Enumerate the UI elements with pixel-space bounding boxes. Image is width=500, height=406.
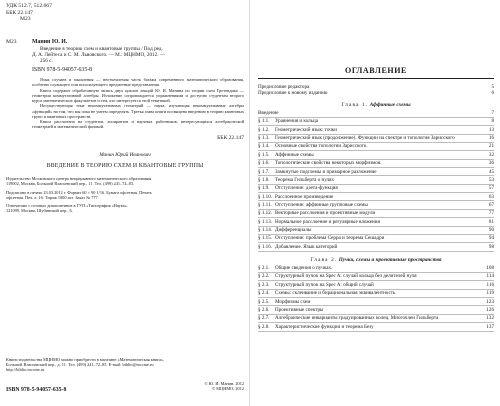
toc-entry[interactable] xyxy=(258,210,494,218)
toc-entry[interactable] xyxy=(258,201,494,209)
toc-entry-title: Предисловие к новому изданию xyxy=(258,90,328,97)
toc-entry[interactable] xyxy=(258,315,494,323)
title-rule xyxy=(258,78,494,79)
author-name: Манин Ю. И. xyxy=(32,39,68,46)
section-number: § 1.14. xyxy=(258,227,273,234)
chapter-2-sections xyxy=(258,265,494,332)
annotation-paragraph: Книга содержит обработанную запись двух циклов лекций Ю. И. Манина по теории схем Гротендика — геометрии коммутативной алгебры. Изложение сопровождается упражнениями и доступно студентам второго курса математических факультетов и тем, кто интересуется этой тематикой. xyxy=(32,87,244,104)
isbn: ISBN 978-5-94057-635-8 xyxy=(32,67,93,74)
chapter-name: Пучки, схемы и проективные пространства xyxy=(338,256,442,263)
section-number: § 2.2. xyxy=(258,273,270,280)
toc-entry-page: 77 xyxy=(488,210,494,217)
udc-code: УДК 512.7, 512.667 xyxy=(6,3,52,9)
section-number: § 1.1. xyxy=(258,118,270,125)
toc-entry-page: 81 xyxy=(488,218,494,225)
toc-entry-page: 16 xyxy=(488,135,494,142)
section-number: § 2.1. xyxy=(258,265,270,272)
toc-entry-title: Топологические свойства некоторых морфизмов. xyxy=(275,160,382,167)
front-matter-list xyxy=(258,84,494,97)
chapter-1-sections xyxy=(258,118,494,252)
chapter-1-heading xyxy=(258,102,494,108)
toc-entry-title: Теорема Гильберта о нулях xyxy=(275,176,334,183)
toc-entry-title: Общие сведения о пучках. xyxy=(275,265,333,272)
toc-entry-title: Добавление. Язык категорий xyxy=(275,243,338,250)
section-number: § 2.5. xyxy=(258,298,270,305)
imprint-line: офсетная. Печ. л. 16. Тираж 1000 экз. Заказ № 777 xyxy=(6,194,98,200)
toc-entry[interactable] xyxy=(258,298,494,306)
toc-entry[interactable] xyxy=(258,118,494,126)
toc-entry[interactable] xyxy=(258,193,494,201)
toc-entry-page: 45 xyxy=(488,168,494,175)
bookstore-info xyxy=(6,357,244,394)
toc-entry-page: 137 xyxy=(486,323,494,330)
isbn-bottom: ISBN 978-5-94057-635-8 xyxy=(6,386,67,393)
toc-entry-title: Геометрический язык (продолжение). Функции на спектре и топология Зарисского xyxy=(275,135,455,142)
contents-page xyxy=(250,0,500,406)
toc-entry-page: 5 xyxy=(491,83,494,90)
publisher-imprint xyxy=(6,176,244,213)
author-full-name: Манин Юрий Иванович xyxy=(99,152,151,159)
toc-entry[interactable] xyxy=(258,135,494,143)
section-number: § 1.11. xyxy=(258,201,272,208)
bib-line: Введение в теорию схем и квантовые группы / Под ред. xyxy=(40,45,163,52)
toc-entry-title: Уравнения и кольца xyxy=(275,118,318,125)
toc-entry-title: Отступление: проблема Серра и теорема Сешадри xyxy=(275,235,385,242)
section-number: § 1.3. xyxy=(258,135,270,142)
toc-entry-title: Характеристические функции и теорема Безу xyxy=(275,323,374,330)
toc-entry-page: 7 xyxy=(491,110,494,117)
toc-entry-page: 90 xyxy=(488,227,494,234)
toc-entry-title: Аффинные схемы xyxy=(275,151,314,158)
section-number: § 2.3. xyxy=(258,281,270,288)
imprint-line: 119002, Москва, Большой Власьевский пер., 11. Тел. (499) 241–74–83. xyxy=(6,181,135,187)
imprint-line: 121099, Москва, Шубинский пер., 6. xyxy=(6,208,73,214)
toc-entry[interactable] xyxy=(258,306,494,314)
toc-entry-page: 126 xyxy=(486,306,494,313)
section-number: § 1.8. xyxy=(258,176,270,183)
toc-entry-title: Проективные спектры xyxy=(275,306,324,313)
copyright-line: © Ю. И. Манин, 2012 xyxy=(204,380,244,386)
toc-entry-page: 57 xyxy=(488,185,494,192)
toc-entry-title: Векторные расслоения и проективные модули xyxy=(275,210,376,217)
section-number: § 1.12. xyxy=(258,210,273,217)
toc-entry[interactable] xyxy=(258,126,494,134)
toc-entry-page: 67 xyxy=(488,201,494,208)
toc-entry[interactable] xyxy=(258,176,494,184)
bbk-code: ББК 22.147 xyxy=(6,9,33,16)
copyright xyxy=(204,381,244,394)
toc-entry-page: 53 xyxy=(488,176,494,183)
section-number: § 2.6. xyxy=(258,306,270,313)
toc-entry-page: 123 xyxy=(486,298,494,305)
toc-entry-page: 6 xyxy=(491,90,494,97)
toc-entry[interactable] xyxy=(258,243,494,251)
toc-entry[interactable] xyxy=(258,273,494,281)
toc-entry-title: Расслоенное произведение xyxy=(275,193,334,200)
section-number: § 2.7. xyxy=(258,315,270,322)
toc-entry[interactable] xyxy=(258,185,494,193)
toc-entry[interactable] xyxy=(258,218,494,226)
section-number: § 2.8. xyxy=(258,323,270,330)
toc-entry-page: 63 xyxy=(488,193,494,200)
toc-entry-title: Схемы: склеивание и бирациональная эквивалентность xyxy=(275,290,396,297)
toc-entry-page: 21 xyxy=(488,143,494,150)
toc-entry-page: 119 xyxy=(486,290,494,297)
chapter-label: Глава 1. xyxy=(341,101,369,108)
bookstore-line: Большой Власьевский пер., д. 11. Тел. (499) 241–72–85. E-mail: biblio@mccme.ru xyxy=(6,362,154,368)
section-number: § 1.7. xyxy=(258,168,270,175)
toc-entry-page: 94 xyxy=(488,235,494,242)
chapter-label: Глава 2. xyxy=(310,256,338,263)
bibliographic-record xyxy=(6,39,244,129)
toc-entry[interactable] xyxy=(258,235,494,243)
toc-entry[interactable] xyxy=(258,227,494,235)
toc-entry[interactable] xyxy=(258,151,494,159)
section-number: § 1.4. xyxy=(258,143,270,150)
toc-entry-title: Основные свойства топологии Зарисского. xyxy=(275,143,368,150)
toc-entry-title: Дифференциалы xyxy=(275,227,312,234)
imprint-line: Отпечатано с готовых диапозитивов в ГУП «Типография «Наука». xyxy=(6,202,128,208)
toc-entry[interactable] xyxy=(258,323,494,331)
toc-entry[interactable] xyxy=(258,160,494,168)
chapter-2-heading xyxy=(258,257,494,263)
section-number: § 1.5. xyxy=(258,151,270,158)
toc-entry-page: 116 xyxy=(486,281,494,288)
bib-line: Д. А. Лейтеса и С. М. Львовского. — М.: МЦНМО, 2012. — xyxy=(32,52,166,59)
annotation-paragraph: Книга рассчитана на студентов, аспирантов и научных работников, интересующихся алгебраической геометрией и математической физикой. xyxy=(32,119,244,130)
toc-entry-page: 36 xyxy=(488,160,494,167)
toc-entry-title: Отступление: дзета-функция xyxy=(275,185,338,192)
toc-entry-title: Структурный пучок на Spec A: общий случай xyxy=(275,281,374,288)
annotation-paragraph: Язык случаев и мышления — неотъемлемая часть багажа современного математического образования, особенно служащего или использующего предметные представления. xyxy=(32,77,244,88)
book-title: ВВЕДЕНИЕ В ТЕОРИЮ СХЕМ И КВАНТОВЫЕ ГРУППЫ xyxy=(46,163,204,170)
toc-entry-title: Введение xyxy=(258,110,279,117)
copyright-line: © МЦНМО, 2012 xyxy=(211,385,244,391)
bookstore-line: http://biblio.mccme.ru xyxy=(6,367,45,373)
toc-entry-title: Предисловие редактора xyxy=(258,83,310,90)
toc-entry-title: Отступление: аффинные групповые схемы xyxy=(275,201,368,208)
toc-entry[interactable] xyxy=(258,281,494,289)
bbk-code-bottom: ББК 22.147 xyxy=(217,135,244,142)
section-number: § 1.15. xyxy=(258,235,273,242)
bookstore-line: Книги издательства МЦНМО можно приобрести в магазине «Математическая книга», xyxy=(6,357,165,362)
toc-entry-page: 8 xyxy=(491,118,494,125)
imprint-line: Подписано в печать 23.03.2012 г. Формат 60 × 90 1/16. Бумага офсетная. Печать xyxy=(6,189,152,195)
toc-entry-title: Морфизмы схем xyxy=(275,298,311,305)
toc-entry-page: 32 xyxy=(488,151,494,158)
section-number: § 1.9. xyxy=(258,185,270,192)
imprint-line: Издательство Московского центра непрерывного математического образования xyxy=(6,176,152,182)
author-mark: М23 xyxy=(20,16,31,23)
toc-entry-page: 13 xyxy=(488,126,494,133)
toc-entry-title: Замкнутые подсхемы и примарное разложение xyxy=(275,168,377,175)
section-number: § 1.2. xyxy=(258,126,270,133)
chapter-name: Аффинные схемы xyxy=(369,101,411,108)
contents-title: ОГЛАВЛЕНИЕ xyxy=(345,66,407,75)
toc-entry[interactable] xyxy=(258,90,494,96)
toc-entry[interactable] xyxy=(258,265,494,273)
annotation-paragraph: Несуществующая тема некоммутативных геометрий — наука, изучающая некоммутативные алгебры «функций» на том, что мы пока не умеем определять. Третья глава книги посвящена введению в теорию квантовых групп и квантовых пространств. xyxy=(32,103,244,119)
classification-codes xyxy=(6,3,244,23)
section-number: § 1.13. xyxy=(258,218,273,225)
toc-entry-title: Алгебраические инварианты градуированных колец. Многочлен Гильберта xyxy=(275,315,439,322)
toc-entry[interactable] xyxy=(258,168,494,176)
section-number: § 2.4. xyxy=(258,290,270,297)
toc-entry-page: 132 xyxy=(486,315,494,322)
toc-entry-title: Структурный пучок на Spec A: случай кольца без делителей нуля xyxy=(275,273,417,280)
cutter-code: М23 xyxy=(6,39,17,46)
toc-entry-title: Нормальное расслоение и регулярные вложения xyxy=(275,218,380,225)
section-number: § 1.6. xyxy=(258,160,270,167)
toc-entry[interactable] xyxy=(258,143,494,151)
section-number: § 1.16. xyxy=(258,243,273,250)
section-number: § 1.10. xyxy=(258,193,273,200)
toc-entry-title: Геометрический язык: точки xyxy=(275,126,337,133)
toc-entry[interactable] xyxy=(258,290,494,298)
toc-entry-page: 98 xyxy=(488,243,494,250)
bib-line: 256 с. xyxy=(40,58,53,65)
toc-entry-page: 108 xyxy=(486,265,494,272)
toc-entry-page: 114 xyxy=(486,273,494,280)
annotation xyxy=(32,77,244,129)
toc-entry-intro[interactable] xyxy=(258,110,494,118)
